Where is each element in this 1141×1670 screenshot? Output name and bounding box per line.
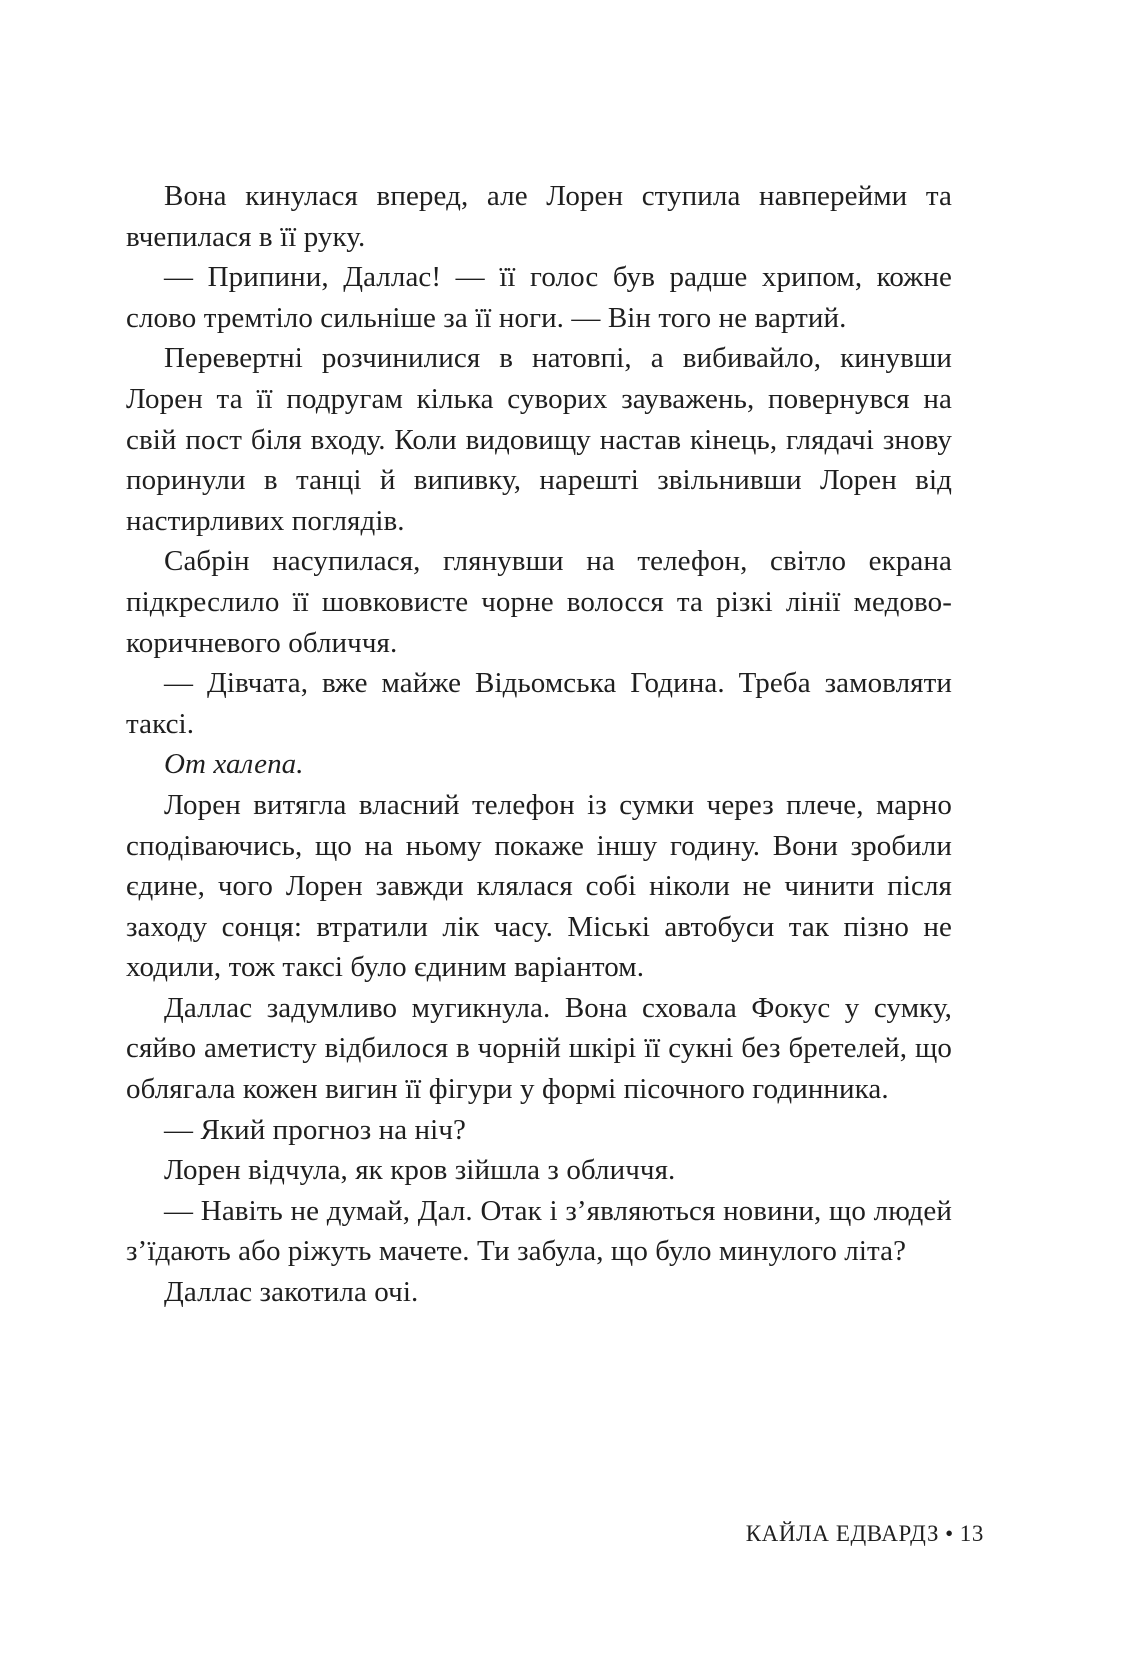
paragraph: Вона кинулася вперед, але Лорен ступила навперейми та вчепилася в її руку. — [126, 180, 952, 253]
paragraph: Даллас задумливо мугикнула. Вона сховала Фокус у сумку, сяйво аметисту відбилося в чорній шкірі її сукні без бретелей, що облягала кожен вигин її фігури у формі пісочного годинника. — [126, 991, 952, 1106]
paragraph: — Припини, Даллас! — її голос був радше хрипом, кожне слово тремтіло сильніше за її ноги. — Він того не вартий. — [126, 261, 952, 334]
paragraph: Лорен витягла власний телефон із сумки через плече, марно сподіваючись, що на ньому покаже іншу годину. Вони зробили єдине, чого Лорен завжди клялася собі ніколи не чинити після заходу сонця: втратили лік часу. Міські автобуси так пізно не ходили, тож таксі було єдиним варіантом. — [126, 788, 952, 984]
footer-author: КАЙЛА ЕДВАРДЗ — [745, 1521, 940, 1546]
paragraph: Лорен відчула, як кров зійшла з обличчя. — [164, 1154, 676, 1187]
page-footer — [746, 1521, 984, 1547]
paragraph-italic-thought: От халепа. — [164, 748, 304, 781]
paragraph: Сабрін насупилася, глянувши на телефон, світло екрана підкреслило її шовковисте чорне волосся та різкі лінії медово-коричневого обличчя. — [126, 545, 952, 659]
footer-separator: • — [945, 1521, 954, 1546]
paragraph: — Дівчата, вже майже Відьомська Година. Треба замовляти таксі. — [126, 667, 952, 740]
paragraph: Перевертні розчинилися в натовпі, а вибивайло, кинувши Лорен та її подругам кілька суворих зауважень, повернувся на свій пост біля входу. Коли видовищу настав кінець, глядачі знову поринули в танці й випивку, нарешті звільнивши Лорен від настирливих поглядів. — [126, 342, 952, 537]
paragraph: Даллас закотила очі. — [164, 1276, 419, 1309]
paragraph: — Який прогноз на ніч? — [164, 1113, 466, 1146]
page-number: 13 — [959, 1521, 984, 1546]
body-text — [126, 176, 952, 1313]
paragraph: — Навіть не думай, Дал. Отак і з’являються новини, що людей з’їдають або ріжуть мачете. Ти забула, що було минулого літа? — [126, 1194, 952, 1268]
